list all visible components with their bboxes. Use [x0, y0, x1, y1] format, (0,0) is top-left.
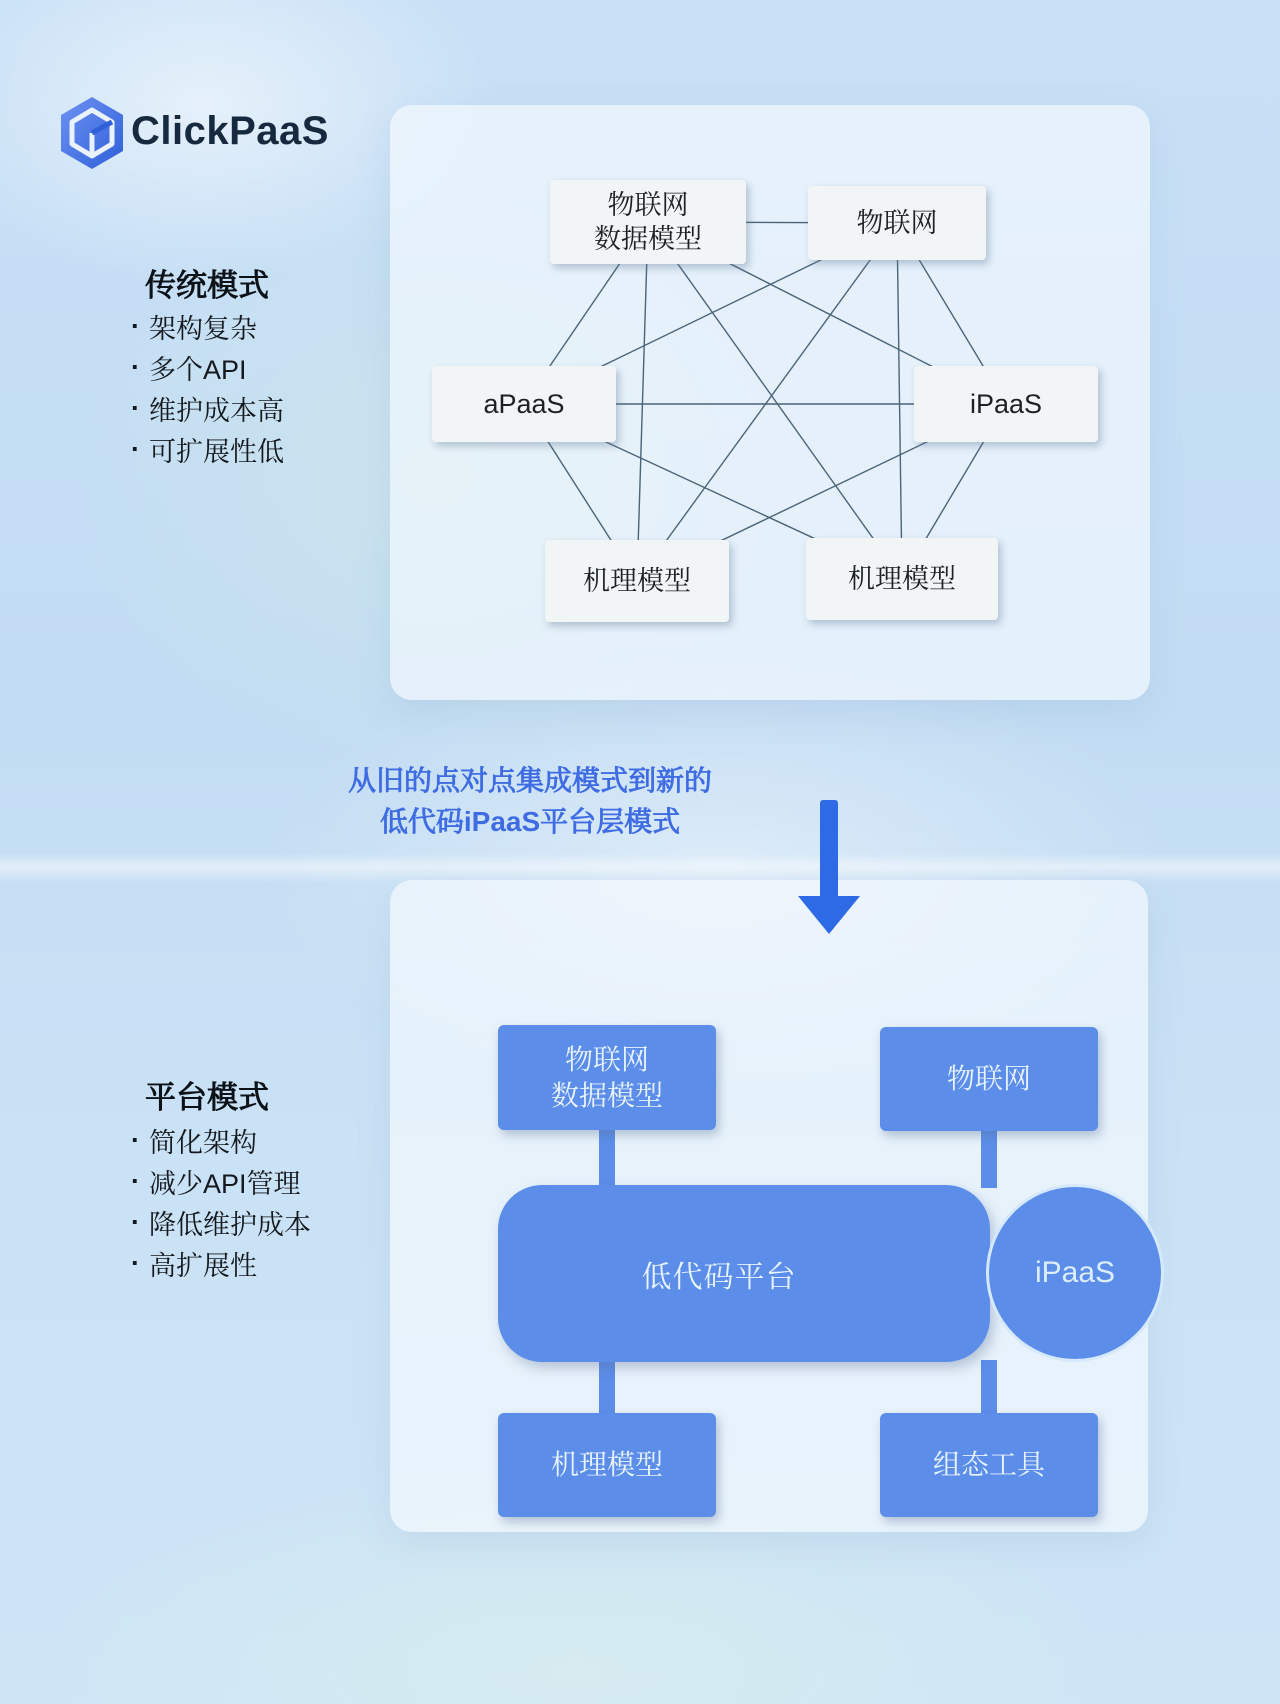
brand-wordmark: ClickPaaS [131, 109, 329, 153]
platform-node-iot [880, 1027, 1098, 1131]
node-iot-data-model [550, 180, 746, 264]
connector-iot-data-model [599, 1128, 615, 1188]
traditional-bullet [131, 306, 284, 347]
node-label: 物联网 [607, 190, 689, 220]
node-label: 物联网 [946, 1063, 1031, 1094]
node-label: 数据模型 [550, 1079, 663, 1111]
connector-iot [981, 1129, 997, 1188]
bullet-text: 架构复杂 [149, 314, 257, 344]
connector-config-tool [981, 1360, 997, 1416]
bullet-text: 简化架构 [149, 1128, 257, 1158]
node-label: 机理模型 [848, 564, 956, 594]
platform-bullet [131, 1120, 311, 1161]
bullet-text: 减少API管理 [149, 1169, 301, 1199]
platform-bullet [131, 1243, 311, 1284]
node-label: aPaaS [483, 389, 565, 419]
clickpaas-logo-icon [57, 96, 127, 170]
bullet-dot: · [131, 434, 140, 464]
bullet-text: 可扩展性低 [149, 437, 284, 467]
bullet-dot: · [131, 1207, 140, 1237]
node-label: 物联网 [564, 1043, 649, 1075]
node-label: iPaaS [969, 389, 1043, 419]
transition-caption-line2: 低代码iPaaS平台层模式 [379, 806, 681, 837]
connector-mechanism-model [599, 1360, 615, 1416]
platform-node-config-tool [880, 1413, 1098, 1517]
platform-title: 平台模式 [145, 1080, 269, 1115]
node-ipaas [914, 366, 1098, 442]
transition-caption-line1: 从旧的点对点集成模式到新的 [347, 765, 712, 796]
traditional-bullet [131, 388, 284, 429]
ipaas-label: iPaaS [1034, 1256, 1116, 1289]
traditional-title: 传统模式 [145, 268, 269, 303]
node-label: 物联网 [856, 208, 938, 238]
bullet-dot: · [131, 311, 140, 341]
bullet-dot: · [131, 1166, 140, 1196]
traditional-bullet [131, 347, 284, 388]
node-label: 机理模型 [583, 566, 691, 596]
ipaas-circle [986, 1184, 1164, 1362]
bullet-dot: · [131, 1125, 140, 1155]
bullet-dot: · [131, 352, 140, 382]
background-light-band [0, 853, 1280, 883]
node-label: 组态工具 [932, 1449, 1045, 1480]
platform-bullet [131, 1161, 311, 1202]
node-mechanism-model-left [545, 540, 729, 622]
bullet-text: 降低维护成本 [149, 1210, 311, 1240]
node-mechanism-model-right [806, 538, 998, 620]
transition-caption [330, 760, 730, 842]
traditional-bullet [131, 429, 284, 470]
bullet-dot: · [131, 1248, 140, 1278]
platform-node-mechanism-model [498, 1413, 716, 1517]
platform-bullet-list [131, 1120, 311, 1284]
low-code-platform-bar [498, 1185, 990, 1362]
platform-bullet [131, 1202, 311, 1243]
bullet-dot: · [131, 393, 140, 423]
bullet-text: 高扩展性 [149, 1251, 257, 1281]
node-apaas [432, 366, 616, 442]
node-label: 数据模型 [594, 224, 702, 254]
node-label: 机理模型 [550, 1449, 663, 1480]
platform-node-iot-data-model [498, 1025, 716, 1130]
node-iot [808, 186, 986, 260]
down-arrow-head-icon [798, 896, 860, 934]
bullet-text: 维护成本高 [149, 396, 284, 426]
low-code-platform-label: 低代码平台 [641, 1260, 797, 1294]
traditional-bullet-list [131, 306, 284, 470]
bullet-text: 多个API [149, 355, 247, 385]
down-arrow-icon [820, 800, 838, 898]
